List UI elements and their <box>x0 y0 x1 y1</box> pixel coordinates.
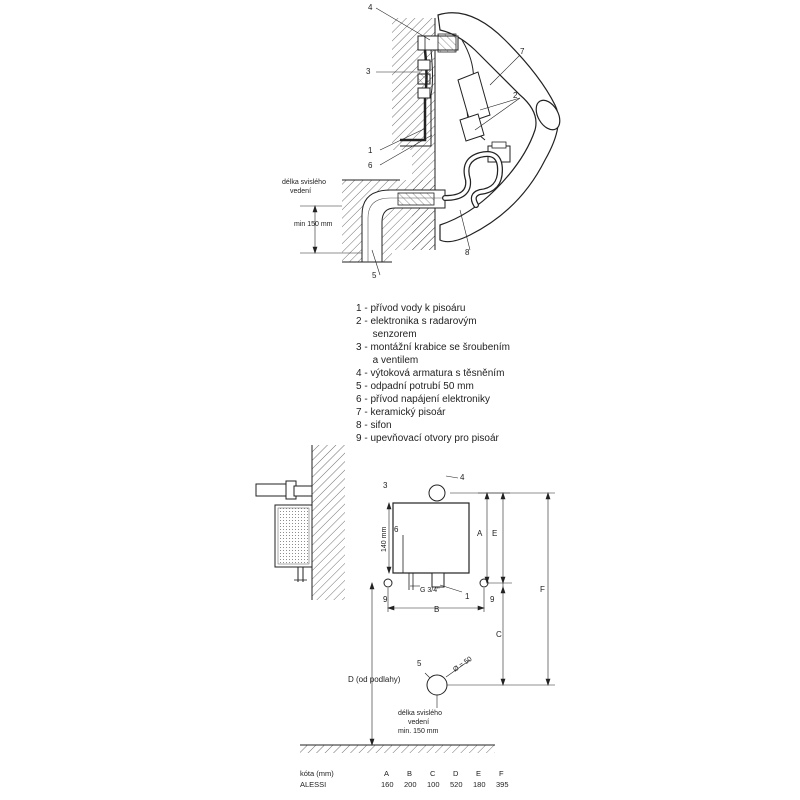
table-col-A: A <box>384 769 390 778</box>
label-4-top: 4 <box>368 3 373 12</box>
label-7-top: 7 <box>520 47 525 56</box>
mounting-hole-left <box>384 579 392 587</box>
legend-item-1: 1 - přívod vody k pisoáru <box>356 303 466 314</box>
thread-g34: G 3/4" <box>420 587 440 594</box>
vertical-length-b-1: délka svislého <box>398 710 442 717</box>
table-value-A: 160 <box>381 780 394 789</box>
dim-A: A <box>477 529 483 538</box>
diameter-label: Ø = 50 <box>452 655 474 674</box>
outlet-circle <box>429 485 445 501</box>
label-6-bottom: 6 <box>394 525 399 534</box>
table-value-F: 395 <box>496 780 509 789</box>
label-8-top: 8 <box>465 248 470 257</box>
dim-B: B <box>434 605 440 614</box>
label-5-bottom: 5 <box>417 659 422 668</box>
vertical-length-label-2: vedení <box>290 188 312 195</box>
table-col-E: E <box>476 769 482 778</box>
table-columns <box>381 769 509 789</box>
table-value-D: 520 <box>450 780 463 789</box>
table-col-F: F <box>499 769 504 778</box>
table-col-C: C <box>430 769 436 778</box>
label-3-bottom: 3 <box>383 481 388 490</box>
dimension-table <box>300 769 509 789</box>
label-1-bottom: 1 <box>465 592 470 601</box>
legend-item-5: 5 - odpadní potrubí 50 mm <box>356 381 474 392</box>
dim-C: C <box>496 630 502 639</box>
floor-hatch <box>300 745 495 753</box>
legend-item-3-cont: a ventilem <box>356 355 419 366</box>
vertical-length-b-3: min. 150 mm <box>398 728 439 735</box>
legend <box>356 303 510 444</box>
table-col-D: D <box>453 769 459 778</box>
label-5-top: 5 <box>372 271 377 280</box>
vertical-length-b-2: vedení <box>408 719 430 726</box>
table-col-B: B <box>407 769 413 778</box>
legend-item-2: 2 - elektronika s radarovým <box>356 316 477 327</box>
legend-item-8: 8 - sifon <box>356 420 392 431</box>
label-3-top: 3 <box>366 67 371 76</box>
label-6-top: 6 <box>368 161 373 170</box>
mounting-box <box>393 503 469 573</box>
legend-item-6: 6 - přívod napájení elektroniky <box>356 394 490 405</box>
dim-F: F <box>540 585 545 594</box>
legend-item-7: 7 - keramický pisoár <box>356 407 446 418</box>
legend-item-3: 3 - montážní krabice se šroubením <box>356 342 510 353</box>
valve-fitting <box>418 60 430 70</box>
table-value-C: 100 <box>427 780 440 789</box>
table-row-label: ALESSI <box>300 780 327 789</box>
dim-E: E <box>492 529 498 538</box>
dim-D-from-floor: D (od podlahy) <box>348 675 401 684</box>
label-1-top: 1 <box>368 146 373 155</box>
legend-item-9: 9 - upevňovací otvory pro pisoár <box>356 433 499 444</box>
legend-item-4: 4 - výtoková armatura s těsněním <box>356 368 505 379</box>
box-side-view <box>256 445 345 600</box>
label-9-right: 9 <box>490 595 495 604</box>
legend-item-2-cont: senzorem <box>356 329 417 340</box>
table-header-label: kóta (mm) <box>300 769 334 778</box>
vertical-length-label-1: délka svislého <box>282 179 326 186</box>
urinal-section-view <box>300 8 565 275</box>
label-9-left: 9 <box>383 595 388 604</box>
dim-140mm: 140 mm <box>381 526 388 552</box>
min-150-label: min 150 mm <box>294 221 333 228</box>
label-2-top: 2 <box>513 91 518 100</box>
label-4-bottom: 4 <box>460 473 465 482</box>
electronics-module <box>458 72 490 122</box>
table-value-B: 200 <box>404 780 417 789</box>
table-value-E: 180 <box>473 780 486 789</box>
